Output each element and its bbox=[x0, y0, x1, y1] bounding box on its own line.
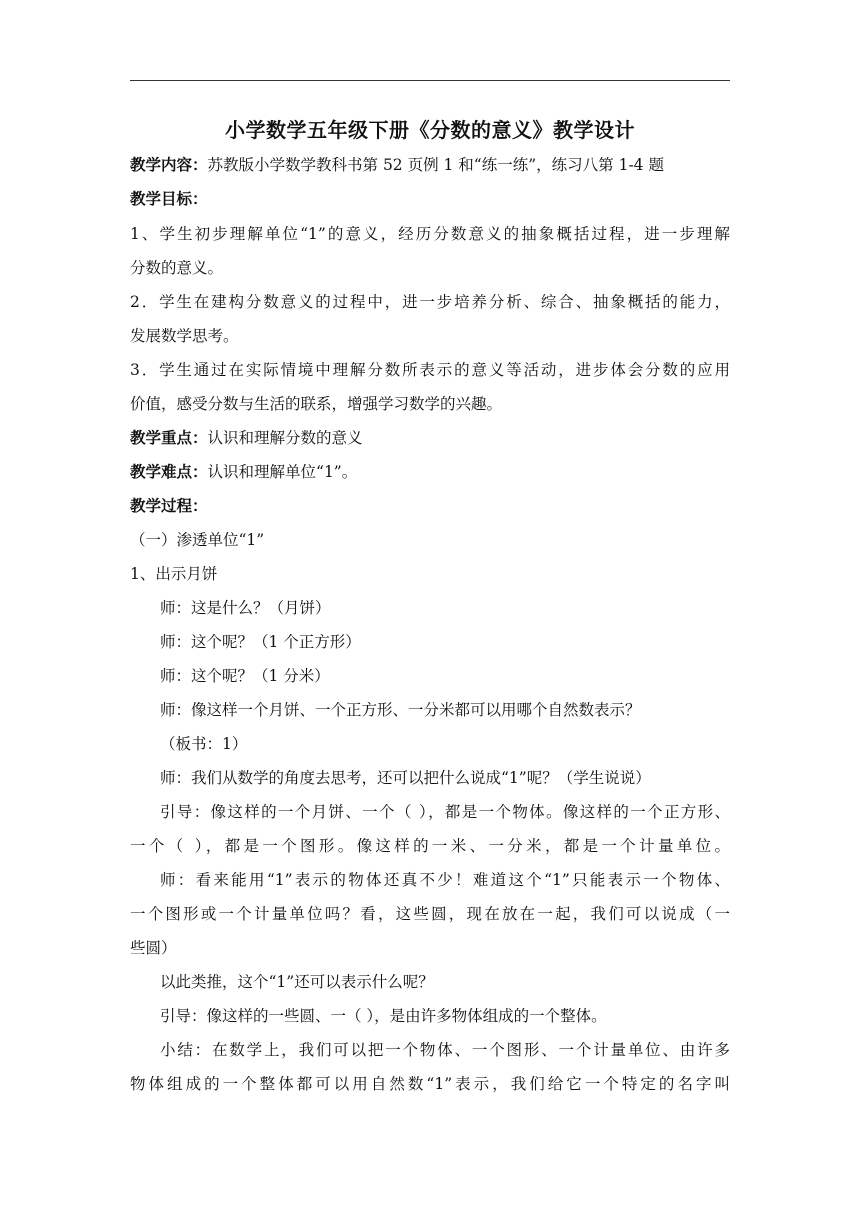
teaching-content bbox=[130, 155, 664, 175]
step-heading: 1、出示月饼 bbox=[130, 565, 218, 583]
teaching-goals-label: 教学目标： bbox=[130, 189, 208, 208]
goal-1-line-2: 分数的意义。 bbox=[130, 259, 224, 277]
dialogue-line: 师：我们从数学的角度去思考，还可以把什么说成“1”呢？（学生说说） bbox=[160, 769, 651, 787]
goal-2-line-2: 发展数学思考。 bbox=[130, 327, 239, 345]
dialogue-line: 小结：在数学上，我们可以把一个物体、一个图形、一个计量单位、由许多 bbox=[160, 1041, 730, 1059]
teaching-content-label: 教学内容： bbox=[130, 155, 208, 174]
section-heading: （一）渗透单位“1” bbox=[130, 531, 265, 549]
difficulty bbox=[130, 462, 357, 482]
goal-3-line-1: 3．学生通过在实际情境中理解分数所表示的意义等活动，进步体会分数的应用 bbox=[130, 361, 730, 379]
difficulty-text: 认识和理解单位“1”。 bbox=[207, 463, 358, 481]
dialogue-line: 师：这是什么？（月饼） bbox=[160, 599, 331, 617]
key-point-text: 认识和理解分数的意义 bbox=[207, 429, 363, 447]
goal-2-line-1: 2．学生在建构分数意义的过程中，进一步培养分析、综合、抽象概括的能力， bbox=[130, 293, 730, 311]
dialogue-line: 以此类推，这个“1”还可以表示什么呢？ bbox=[160, 973, 434, 991]
dialogue-line: 师：这个呢？（1 分米） bbox=[160, 667, 330, 685]
difficulty-label: 教学难点： bbox=[130, 462, 208, 481]
dialogue-line: 师：这个呢？（1 个正方形） bbox=[160, 633, 361, 651]
dialogue-line: 物体组成的一个整体都可以用自然数“1”表示，我们给它一个特定的名字叫 bbox=[130, 1075, 730, 1093]
goal-1-line-1: 1、学生初步理解单位“1”的意义，经历分数意义的抽象概括过程，进一步理解 bbox=[130, 225, 730, 243]
key-point bbox=[130, 428, 363, 448]
dialogue-line: 引导：像这样的一些圆、一（ ），是由许多物体组成的一个整体。 bbox=[160, 1007, 607, 1025]
header-rule bbox=[130, 80, 730, 81]
dialogue-line: 师：像这样一个月饼、一个正方形、一分米都可以用哪个自然数表示？ bbox=[160, 701, 641, 719]
process-label: 教学过程： bbox=[130, 496, 208, 515]
dialogue-line: 师：看来能用“1”表示的物体还真不少！难道这个“1”只能表示一个物体、 bbox=[160, 871, 730, 889]
dialogue-line: 一个图形或一个计量单位吗？看，这些圆，现在放在一起，我们可以说成（一 bbox=[130, 905, 730, 923]
dialogue-line: 一个（ ），都是一个图形。像这样的一米、一分米，都是一个计量单位。 bbox=[130, 837, 730, 855]
dialogue-line: （板书：1） bbox=[160, 735, 248, 753]
teaching-content-text: 苏教版小学数学教科书第 52 页例 1 和“练一练”，练习八第 1-4 题 bbox=[207, 156, 664, 174]
key-point-label: 教学重点： bbox=[130, 428, 208, 447]
document-title: 小学数学五年级下册《分数的意义》教学设计 bbox=[225, 118, 635, 142]
dialogue-line: 些圆） bbox=[130, 939, 177, 957]
dialogue-line: 引导：像这样的一个月饼、一个（ ），都是一个物体。像这样的一个正方形、 bbox=[160, 803, 730, 821]
goal-3-line-2: 价值，感受分数与生活的联系，增强学习数学的兴趣。 bbox=[130, 395, 503, 413]
